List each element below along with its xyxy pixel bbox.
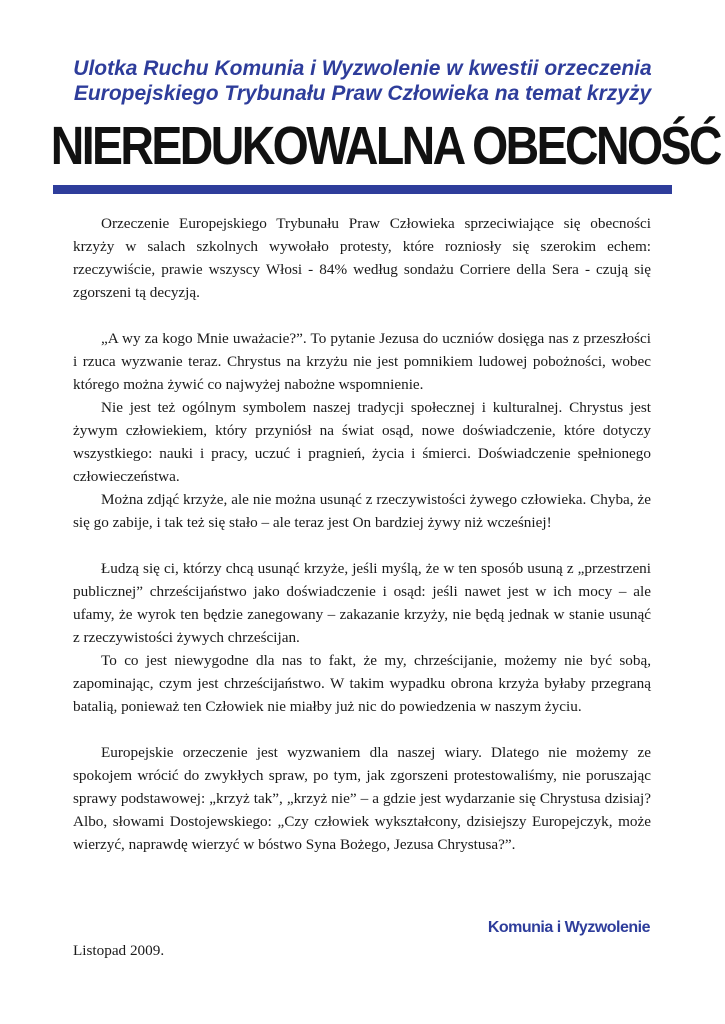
subtitle-line-2: Europejskiego Trybunału Praw Człowieka na temat krzyży: [73, 82, 652, 105]
paragraph: Można zdjąć krzyże, ale nie można usunąć z rzeczywistości żywego człowieka. Chyba, że się go zabije, i tak też się stało – ale teraz jest On bardziej żywy niż wcześniej!: [73, 491, 651, 531]
date-line: Listopad 2009.: [73, 942, 165, 959]
subtitle-line-1: Ulotka Ruchu Komunia i Wyzwolenie w kwestii orzeczenia: [73, 57, 652, 80]
paragraph: Łudzą się ci, którzy chcą usunąć krzyże, jeśli myślą, że w ten sposób usuną z „przestrzeni publicznej” chrześcijaństwo jako doświadczenie i osąd: jeśli nawet jest w ich mocy – ale ufamy, że wyrok ten będzie zanegowany – zakazanie krzyży, nie będą jednak w stanie usunąć z rzeczywistości żywych chrześcijan.: [73, 560, 651, 646]
title-divider: [53, 185, 672, 194]
paragraph: Europejskie orzeczenie jest wyzwaniem dla naszej wiary. Dlatego nie możemy ze spokojem wrócić do zwykłych spraw, po tym, jak zgorszeni protestowaliśmy, nie poruszając sprawy podstawowej: „krzyż tak”, „krzyż nie” – a gdzie jest wydarzanie się Chrystusa dzisiaj? Albo, słowami Dostojewskiego: „Czy człowiek wykształcony, dzisiejszy Europejczyk, może wierzyć, naprawdę wierzyć w bóstwo Syna Bożego, Jezusa Chrystusa?”.: [73, 744, 651, 853]
signature: Komunia i Wyzwolenie: [487, 919, 650, 936]
paragraph: To co jest niewygodne dla nas to fakt, że my, chrześcijanie, możemy nie być sobą, zapominając, czym jest chrześcijaństwo. W takim wypadku obrona krzyża byłaby przegraną batalią, ponieważ ten Człowiek nie miałby już nic do powiedzenia w naszym życiu.: [73, 652, 651, 715]
page-title: NIEREDUKOWALNA OBECNOŚĆ: [50, 116, 720, 176]
article-body: [73, 212, 651, 856]
paragraph: „A wy za kogo Mnie uważacie?”. To pytanie Jezusa do uczniów dosięga nas z przeszłości i rzuca wyzwanie teraz. Chrystus na krzyżu nie jest pomnikiem ludowej pobożności, wobec którego można żywić co najwyżej nabożne wspomnienie.: [73, 330, 651, 393]
paragraph: Nie jest też ogólnym symbolem naszej tradycji społecznej i kulturalnej. Chrystus jest żywym człowiekiem, który przyniósł na świat osąd, nowe doświadczenie, które dotyczy wszystkiego: nauki i pracy, uczuć i pragnień, życia i śmierci. Doświadczenie spełnionego człowieczeństwa.: [73, 399, 651, 485]
leaflet-subtitle: [0, 56, 725, 106]
paragraph: Orzeczenie Europejskiego Trybunału Praw Człowieka sprzeciwiające się obecności krzyży w salach szkolnych wywołało protesty, które rozniosły się szerokim echem: rzeczywiście, prawie wszyscy Włosi - 84% według sondażu Corriere della Sera - czują się zgorszeni tą decyzją.: [73, 215, 651, 301]
